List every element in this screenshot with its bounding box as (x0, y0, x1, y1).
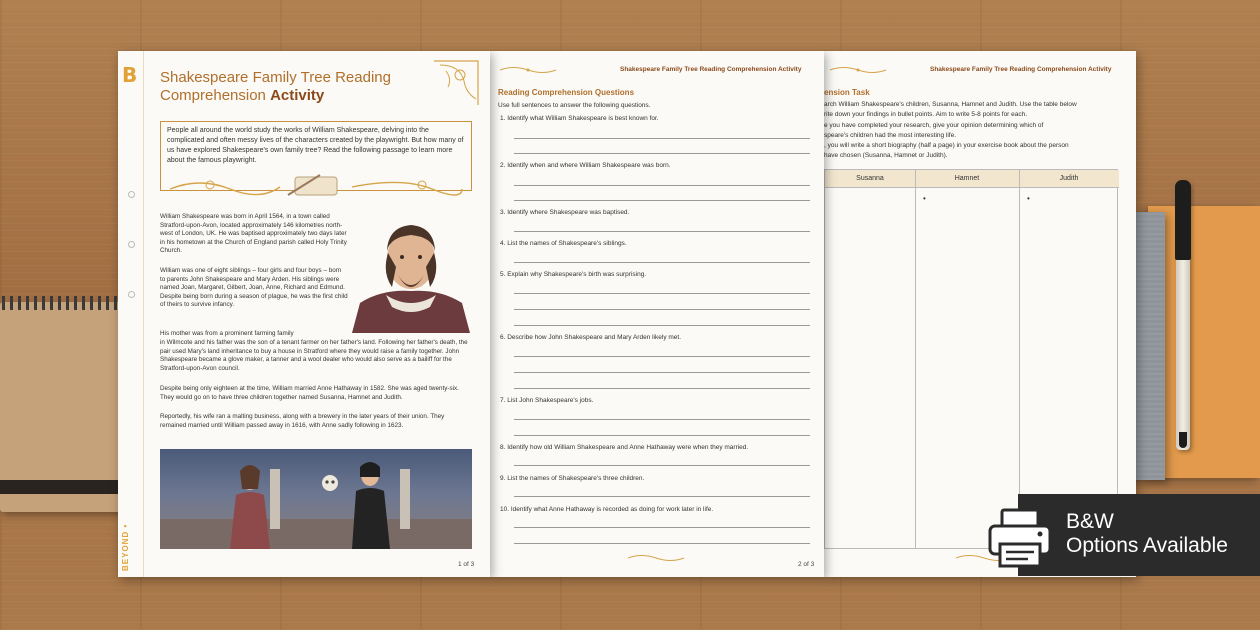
question-6: 6. Describe how John Shakespeare and Mary Arden likely met. (500, 334, 682, 341)
passage-paragraph-2: William was one of eight siblings – four girls and four boys – born to parents John Shakespeare and Mary Arden. His siblings were named Joan, Margaret, Gilbert, Joan, Anne, Richard and Edmund. Despite being born during a season of plague, he was the first child of theirs to survive infancy. (160, 267, 348, 309)
questions-heading: Reading Comprehension Questions (498, 88, 635, 97)
passage-paragraph-3a: His mother was from a prominent farming family (160, 330, 294, 337)
task-line: , you will write a short biography (half a page) in your exercise book about the person (824, 142, 1069, 149)
passage-paragraph-3b: in Wilmcote and his father was the son of a tenant farmer on her father's land. Following her father's death, the pair used Mary's land inheritance to buy a house in Stratford where they would raise a family together. John Shakespeare became a glove maker, a tanner and a wool dealer who would also serve as a bailiff for the Stratford-upon-Avon council. (160, 339, 468, 372)
worksheet-page-1 (118, 51, 490, 577)
table-header-judith: Judith (1019, 170, 1119, 188)
header-flourish-icon (498, 65, 558, 75)
badge-subtitle: Options Available (1066, 534, 1228, 557)
questions-instruction: Use full sentences to answer the following questions. (498, 102, 651, 109)
task-line: have chosen (Susanna, Hamnet or Judith). (824, 152, 948, 159)
table-header-hamnet: Hamnet (915, 170, 1019, 188)
badge-title: B&W (1066, 510, 1114, 533)
intro-box: People all around the world study the works of William Shakespeare, delving into the complicated and often messy lives of the characters created by the playwright. But how many of us have explored Shakespeare's own family tree? Read the following passage to learn more about the famous playwright. (160, 121, 472, 191)
page3-header: Shakespeare Family Tree Reading Comprehension Activity (930, 66, 1112, 73)
table-header-susanna: Susanna (825, 170, 915, 188)
task-heading: ension Task (824, 88, 870, 97)
footer-flourish-icon (626, 553, 686, 563)
question-4: 4. List the names of Shakespeare's siblings. (500, 240, 627, 247)
page2-header: Shakespeare Family Tree Reading Comprehension Activity (620, 66, 802, 73)
corner-flourish-icon (430, 57, 482, 109)
page-number: 1 of 3 (458, 561, 475, 568)
scroll-quill-ornament-icon (160, 173, 472, 201)
question-7: 7. List John Shakespeare's jobs. (500, 397, 594, 404)
page-number: 2 of 3 (798, 561, 815, 568)
task-line: speare's children had the most interesting life. (824, 132, 957, 139)
question-10: 10. Identify what Anne Hathaway is recorded as doing for work later in life. (500, 506, 714, 513)
question-3: 3. Identify where Shakespeare was baptised. (500, 209, 630, 216)
task-line: rite down your findings in bullet points. Aim to write 5-8 points for each. (824, 111, 1028, 118)
hamlet-scene-illustration (160, 449, 472, 549)
bw-options-badge (1018, 494, 1260, 576)
question-8: 8. Identify how old William Shakespeare and Anne Hathaway were when they married. (500, 444, 749, 451)
shakespeare-portrait-image (352, 211, 470, 333)
worksheet-page-2 (490, 51, 824, 577)
question-1: 1. Identify what William Shakespeare is best known for. (500, 115, 659, 122)
brand-logo: B (122, 63, 138, 87)
bullet-point: • (923, 194, 926, 203)
worksheet-title: Shakespeare Family Tree Reading Comprehension Activity (160, 69, 391, 104)
passage-paragraph-5: Reportedly, his wife ran a malting business, along with a brewery in the later years of their union. They remained married until William passed away in 1616, with Anne sadly following in 1623. (160, 413, 445, 429)
pen-tip (1179, 432, 1187, 448)
passage-paragraph-4: Despite being only eighteen at the time, William married Anne Hathaway in 1582. She was aged twenty-six. They would go on to have three children together named Susanna, Hamnet and Judith. (160, 385, 459, 401)
question-9: 9. List the names of Shakespeare's three children. (500, 475, 645, 482)
question-2: 2. Identify when and where William Shakespeare was born. (500, 162, 671, 169)
pen-cap (1175, 180, 1191, 260)
bullet-point: • (1027, 194, 1030, 203)
task-line: arch William Shakespeare's children, Susanna, Hamnet and Judith. Use the table below (824, 101, 1077, 108)
printer-icon (986, 506, 1054, 570)
task-line: e you have completed your research, give your opinion determining which of (824, 122, 1044, 129)
question-5: 5. Explain why Shakespeare's birth was surprising. (500, 271, 647, 278)
side-brand-label: BEYOND • (121, 523, 130, 571)
passage-paragraph-1: William Shakespeare was born in April 1564, in a town called Stratford-upon-Avon, located approximately 146 kilometres north-west of London, UK. He was baptised approximately two days later in his hometown at the Church of England parish called Holy Trinity Church. (160, 213, 347, 255)
header-flourish-icon (828, 65, 888, 75)
research-table (824, 169, 1118, 549)
